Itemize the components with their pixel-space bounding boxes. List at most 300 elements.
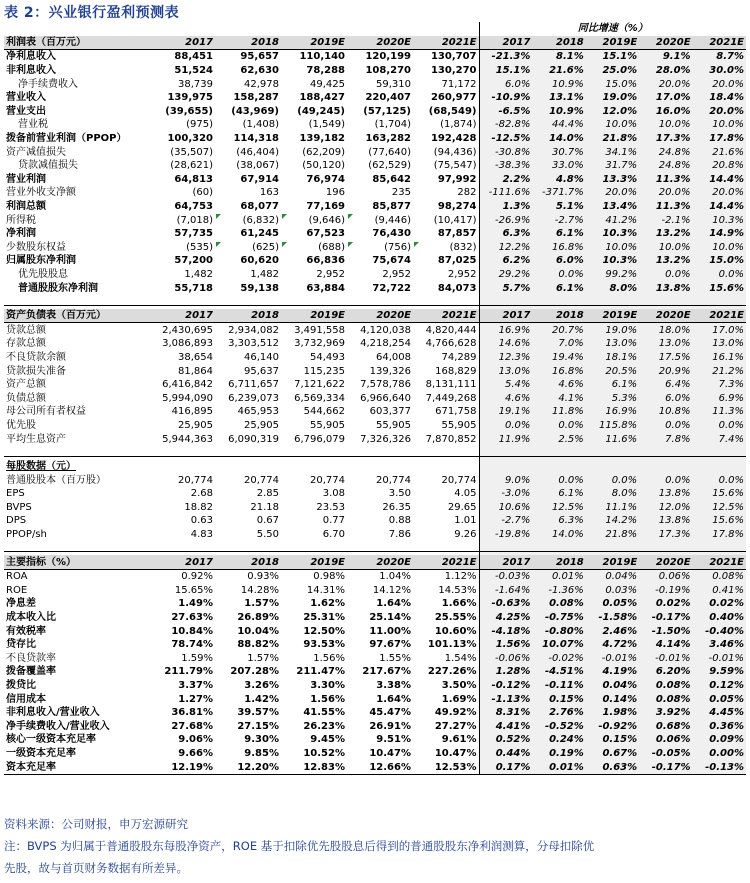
- value-cell: 3.50: [388, 488, 411, 500]
- value-cell: 120,199: [365, 51, 411, 63]
- year-header: 2019E: [281, 36, 347, 50]
- growth-cell: -3.0%: [479, 487, 532, 501]
- growth-cell: 0.02%: [693, 597, 746, 611]
- growth-cell: 10.6%: [479, 501, 532, 515]
- growth-cell: 0.0%: [693, 419, 746, 433]
- value-cell: 97.67%: [369, 639, 411, 651]
- table-row: [4, 173, 746, 187]
- row-label: DPS: [6, 515, 27, 527]
- value-cell: 9.06%: [178, 734, 213, 746]
- growth-year-header: 2021E: [693, 36, 746, 50]
- value-cell: 4.83: [190, 529, 213, 541]
- value-cell: 9.26: [454, 529, 477, 541]
- value-cell: 544,662: [303, 406, 345, 418]
- value-cell: (75,547): [433, 160, 477, 172]
- value-cell: 95,637: [244, 365, 279, 377]
- row-label: 拨备覆盖率: [6, 666, 56, 678]
- growth-cell: 16.1%: [693, 351, 746, 365]
- growth-cell: 4.45%: [693, 706, 746, 720]
- table-row: [4, 432, 746, 446]
- value-cell: 55,718: [174, 282, 213, 294]
- growth-cell: 0.09%: [693, 733, 746, 747]
- growth-cell: 14.6%: [479, 337, 532, 351]
- value-cell: 196: [325, 187, 345, 199]
- growth-cell: 17.5%: [639, 351, 692, 365]
- growth-cell: 18.1%: [586, 351, 639, 365]
- value-cell: 1.59%: [181, 652, 213, 664]
- growth-cell: 18.4%: [693, 91, 746, 105]
- value-cell: 72,722: [372, 282, 411, 294]
- growth-year-header: 2017: [479, 36, 532, 50]
- value-cell: (9,646): [281, 213, 347, 227]
- value-cell: 57,735: [174, 228, 213, 240]
- value-cell: 10.47%: [434, 747, 477, 759]
- growth-cell: 8.0%: [586, 281, 639, 295]
- growth-cell: 21.2%: [693, 364, 746, 378]
- growth-cell: 12.5%: [693, 501, 746, 515]
- value-cell: 1.69%: [441, 693, 477, 705]
- value-cell: 4,820,444: [425, 324, 477, 336]
- growth-cell: 0.06%: [639, 733, 692, 747]
- growth-cell: -21.3%: [479, 50, 532, 64]
- row-label: 营业支出: [6, 105, 46, 117]
- value-cell: 3.26%: [244, 680, 279, 692]
- growth-cell: 12.3%: [479, 351, 532, 365]
- growth-cell: 15.0%: [586, 77, 639, 91]
- growth-cell: 13.2%: [639, 254, 692, 268]
- row-label: 核心一级资本充足率: [6, 734, 96, 746]
- growth-cell: 11.3%: [693, 405, 746, 419]
- value-cell: 220,407: [365, 92, 411, 104]
- growth-cell: 1.56%: [479, 638, 532, 652]
- value-cell: 1.49%: [178, 598, 213, 610]
- growth-cell: 10.07%: [532, 638, 585, 652]
- value-cell: (77,640): [368, 146, 411, 158]
- growth-cell: -2.1%: [639, 213, 692, 227]
- growth-cell: -0.19%: [639, 584, 692, 598]
- growth-cell: 7.0%: [532, 337, 585, 351]
- table-row: [4, 351, 746, 365]
- forecast-table: [4, 22, 746, 778]
- value-cell: 163: [259, 187, 279, 199]
- growth-cell: 20.0%: [693, 186, 746, 200]
- row-label: 一级资本充足率: [6, 747, 76, 759]
- forecast-table-wrap: [4, 22, 746, 778]
- growth-cell: 0.01%: [532, 760, 585, 774]
- value-cell: 27.27%: [434, 720, 477, 732]
- row-label: 非利息收入/营业收入: [6, 707, 100, 719]
- table-row: [4, 747, 746, 761]
- value-cell: (6,832): [215, 213, 281, 227]
- growth-cell: 11.6%: [586, 432, 639, 446]
- growth-cell: -4.51%: [532, 665, 585, 679]
- growth-cell: 3.92%: [639, 706, 692, 720]
- value-cell: 97,992: [437, 173, 477, 185]
- value-cell: 26.35: [382, 501, 411, 513]
- growth-cell: 21.8%: [586, 528, 639, 542]
- growth-cell: 6.1%: [532, 281, 585, 295]
- table-row: [4, 323, 746, 337]
- value-cell: 26.89%: [237, 612, 279, 624]
- value-cell: 1.27%: [178, 693, 213, 705]
- value-cell: 93.53%: [303, 639, 345, 651]
- growth-cell: 10.9%: [532, 77, 585, 91]
- footnote-line-2: 先股，故与首页财务数据有所差异。: [4, 861, 188, 875]
- row-label: 所得税: [6, 214, 36, 226]
- growth-cell: 6.9%: [693, 391, 746, 405]
- growth-cell: 0.19%: [532, 747, 585, 761]
- growth-cell: 20.9%: [639, 364, 692, 378]
- growth-cell: 13.4%: [586, 200, 639, 214]
- value-cell: 12.50%: [303, 625, 345, 637]
- growth-cell: 20.8%: [693, 159, 746, 173]
- value-cell: 9.61%: [441, 734, 477, 746]
- value-cell: 3.38%: [376, 680, 411, 692]
- growth-cell: 2.46%: [586, 624, 639, 638]
- value-cell: 235: [391, 187, 411, 199]
- growth-cell: 0.05%: [586, 597, 639, 611]
- value-cell: 114,318: [233, 133, 279, 145]
- growth-cell: 0.0%: [639, 473, 692, 487]
- row-label: 资产减值损失: [6, 146, 66, 158]
- value-cell: 20,774: [441, 474, 477, 486]
- row-label: 优先股: [6, 419, 36, 431]
- table-row: [4, 268, 746, 282]
- value-cell: 26.23%: [303, 720, 345, 732]
- value-cell: 1.64%: [376, 693, 411, 705]
- value-cell: (756): [347, 241, 413, 255]
- growth-cell: 10.0%: [693, 241, 746, 255]
- growth-cell: 20.0%: [693, 105, 746, 119]
- growth-cell: 28.0%: [639, 64, 692, 78]
- table-row: [4, 501, 746, 515]
- growth-cell: 8.31%: [479, 706, 532, 720]
- row-label: 普通股股东净利润: [18, 282, 98, 294]
- value-cell: (688): [281, 241, 347, 255]
- row-label: 资产总额: [6, 379, 46, 391]
- value-cell: 88.82%: [237, 639, 279, 651]
- section-header-row: [4, 309, 746, 323]
- growth-cell: 20.5%: [586, 364, 639, 378]
- value-cell: 211.47%: [296, 666, 345, 678]
- value-cell: 1.66%: [441, 598, 477, 610]
- value-cell: 158,287: [233, 92, 279, 104]
- value-cell: 57,200: [174, 255, 213, 267]
- growth-cell: -0.13%: [693, 760, 746, 774]
- value-cell: 0.77: [322, 515, 345, 527]
- growth-header: 同比增速（%）: [479, 22, 746, 36]
- growth-cell: -1.13%: [479, 692, 532, 706]
- growth-cell: 5.7%: [479, 281, 532, 295]
- growth-cell: -2.7%: [479, 514, 532, 528]
- growth-cell: 41.2%: [586, 213, 639, 227]
- year-header: 2017: [149, 309, 215, 323]
- value-cell: 1.57%: [244, 598, 279, 610]
- value-cell: 63,884: [306, 282, 345, 294]
- growth-cell: 0.02%: [639, 597, 692, 611]
- growth-year-header: 2021E: [693, 555, 746, 569]
- table-row: [4, 706, 746, 720]
- row-label: 不良贷款率: [6, 652, 56, 664]
- table-row: [4, 720, 746, 734]
- growth-year-header: 2019E: [586, 36, 639, 50]
- growth-cell: 33.0%: [532, 159, 585, 173]
- value-cell: 12.19%: [171, 761, 213, 773]
- value-cell: 1.57%: [247, 652, 279, 664]
- value-cell: 1.42%: [244, 693, 279, 705]
- value-cell: 67,914: [240, 173, 279, 185]
- row-label: PPOP/sh: [6, 529, 47, 541]
- table-row: [4, 145, 746, 159]
- growth-cell: 99.2%: [586, 268, 639, 282]
- growth-cell: -19.8%: [479, 528, 532, 542]
- growth-cell: 0.03%: [586, 584, 639, 598]
- growth-cell: 10.0%: [693, 118, 746, 132]
- growth-cell: 30.7%: [532, 145, 585, 159]
- year-header: 2019E: [281, 555, 347, 569]
- value-cell: 1.12%: [444, 571, 477, 583]
- row-label: 贷款减值损失: [18, 160, 78, 172]
- growth-cell: 12.0%: [586, 105, 639, 119]
- growth-cell: -0.05%: [639, 747, 692, 761]
- growth-year-header: 2018: [532, 36, 585, 50]
- value-cell: 27.68%: [171, 720, 213, 732]
- row-label: ROE: [6, 584, 28, 596]
- growth-cell: -371.7%: [532, 186, 585, 200]
- growth-cell: 8.1%: [532, 50, 585, 64]
- value-cell: 55,905: [376, 419, 411, 431]
- growth-cell: 44.4%: [532, 118, 585, 132]
- value-cell: 74,289: [441, 351, 477, 363]
- growth-cell: -0.17%: [639, 611, 692, 625]
- growth-cell: -2.7%: [532, 213, 585, 227]
- growth-cell: 10.0%: [586, 118, 639, 132]
- growth-cell: 0.0%: [532, 419, 585, 433]
- growth-cell: 6.0%: [639, 391, 692, 405]
- value-cell: 42,978: [244, 78, 279, 90]
- growth-cell: 0.0%: [479, 419, 532, 433]
- value-cell: 25,905: [178, 419, 213, 431]
- growth-cell: 0.24%: [532, 733, 585, 747]
- growth-cell: 20.7%: [532, 323, 585, 337]
- value-cell: 71,172: [441, 78, 477, 90]
- growth-cell: 19.1%: [479, 405, 532, 419]
- value-cell: 115,235: [303, 365, 345, 377]
- growth-cell: 17.8%: [693, 528, 746, 542]
- growth-cell: 29.2%: [479, 268, 532, 282]
- growth-cell: 6.3%: [479, 227, 532, 241]
- value-cell: 87,857: [437, 228, 477, 240]
- growth-cell: 15.1%: [586, 50, 639, 64]
- growth-cell: 10.0%: [639, 241, 692, 255]
- value-cell: 14.31%: [306, 584, 345, 596]
- growth-cell: 17.3%: [639, 528, 692, 542]
- growth-cell: 6.1%: [586, 378, 639, 392]
- year-header: 2020E: [347, 309, 413, 323]
- growth-cell: -0.01%: [693, 652, 746, 666]
- value-cell: 95,657: [240, 51, 279, 63]
- value-cell: 1,482: [184, 268, 213, 280]
- row-label: 存款总额: [6, 338, 46, 350]
- value-cell: 10.84%: [171, 625, 213, 637]
- section-header: 主要指标（%）: [4, 555, 149, 569]
- growth-cell: -0.03%: [479, 569, 532, 583]
- table-row: [4, 473, 746, 487]
- growth-cell: 0.36%: [693, 720, 746, 734]
- growth-cell: 17.8%: [693, 132, 746, 146]
- growth-cell: 6.0%: [532, 254, 585, 268]
- value-cell: 139,975: [167, 92, 213, 104]
- value-cell: 4,120,038: [360, 324, 411, 336]
- value-cell: 9.45%: [310, 734, 345, 746]
- growth-cell: 11.8%: [532, 405, 585, 419]
- growth-cell: -0.52%: [532, 720, 585, 734]
- growth-cell: 6.1%: [532, 487, 585, 501]
- growth-cell: 21.6%: [693, 145, 746, 159]
- value-cell: (38,067): [236, 160, 279, 172]
- value-cell: 12.53%: [434, 761, 477, 773]
- growth-cell: 6.4%: [639, 378, 692, 392]
- value-cell: 64,813: [174, 173, 213, 185]
- growth-cell: -10.9%: [479, 91, 532, 105]
- growth-cell: 4.14%: [639, 638, 692, 652]
- growth-cell: 4.6%: [479, 391, 532, 405]
- section-header-row: [4, 36, 746, 50]
- value-cell: 0.93%: [247, 571, 279, 583]
- growth-cell: 15.6%: [693, 514, 746, 528]
- value-cell: 3.50%: [441, 680, 477, 692]
- table-row: [4, 132, 746, 146]
- value-cell: 101.13%: [427, 639, 477, 651]
- value-cell: 1,482: [250, 268, 279, 280]
- growth-cell: 18.0%: [639, 323, 692, 337]
- value-cell: 21.18: [250, 501, 279, 513]
- value-cell: 0.92%: [181, 571, 213, 583]
- value-cell: 64,008: [376, 351, 411, 363]
- growth-cell: 20.0%: [639, 77, 692, 91]
- value-cell: 1.55%: [379, 652, 411, 664]
- year-header: 2020E: [347, 36, 413, 50]
- value-cell: 3.37%: [178, 680, 213, 692]
- value-cell: 84,073: [437, 282, 477, 294]
- row-label: 不良贷款余额: [6, 351, 66, 363]
- table-row: [4, 77, 746, 91]
- value-cell: 130,270: [430, 65, 477, 77]
- growth-cell: 0.14%: [586, 692, 639, 706]
- growth-cell: 10.0%: [586, 241, 639, 255]
- value-cell: 76,974: [306, 173, 345, 185]
- value-cell: 25.14%: [369, 612, 411, 624]
- value-cell: 27.15%: [237, 720, 279, 732]
- growth-cell: 0.08%: [639, 692, 692, 706]
- value-cell: (7,018): [176, 214, 213, 226]
- value-cell: 5.50: [256, 529, 279, 541]
- row-label: 贷款总额: [6, 324, 46, 336]
- row-label: 信用成本: [6, 693, 46, 705]
- value-cell: 2,934,082: [228, 324, 279, 336]
- value-cell: 603,377: [369, 406, 411, 418]
- table-row: [4, 514, 746, 528]
- value-cell: 67,523: [306, 228, 345, 240]
- growth-cell: -0.17%: [639, 760, 692, 774]
- growth-cell: 4.25%: [479, 611, 532, 625]
- year-header: 2021E: [413, 36, 479, 50]
- row-label: BVPS: [6, 501, 32, 513]
- growth-cell: -1.50%: [639, 624, 692, 638]
- growth-cell: 11.3%: [639, 173, 692, 187]
- growth-cell: -82.8%: [479, 118, 532, 132]
- value-cell: 41.55%: [303, 707, 345, 719]
- value-cell: (1,704): [374, 119, 411, 131]
- year-header: 2017: [149, 36, 215, 50]
- row-label: 优先股股息: [18, 268, 68, 280]
- table-row: [4, 692, 746, 706]
- value-cell: 139,326: [369, 365, 411, 377]
- growth-cell: 10.3%: [586, 227, 639, 241]
- growth-cell: 0.01%: [532, 569, 585, 583]
- growth-cell: 9.1%: [639, 50, 692, 64]
- value-cell: 9.51%: [376, 734, 411, 746]
- growth-cell: -0.75%: [532, 611, 585, 625]
- growth-cell: 13.2%: [639, 227, 692, 241]
- value-cell: 76,430: [372, 228, 411, 240]
- value-cell: 9.85%: [244, 747, 279, 759]
- growth-cell: 4.6%: [532, 378, 585, 392]
- value-cell: 207.28%: [230, 666, 279, 678]
- growth-cell: -4.18%: [479, 624, 532, 638]
- value-cell: (68,549): [428, 105, 477, 117]
- row-label: 利润总额: [6, 201, 46, 213]
- table-row: [4, 638, 746, 652]
- value-cell: 98,274: [437, 201, 477, 213]
- value-cell: 85,642: [372, 173, 411, 185]
- value-cell: 59,138: [240, 282, 279, 294]
- value-cell: 192,428: [430, 133, 477, 145]
- value-cell: 671,758: [435, 406, 477, 418]
- row-label: EPS: [6, 488, 25, 500]
- table-row: [4, 64, 746, 78]
- growth-cell: 15.1%: [479, 64, 532, 78]
- value-cell: 163,282: [365, 133, 411, 145]
- value-cell: 45.47%: [369, 707, 411, 719]
- growth-cell: 13.0%: [639, 337, 692, 351]
- value-cell: 51,524: [174, 65, 213, 77]
- year-header: 2018: [215, 36, 281, 50]
- growth-cell: -0.12%: [479, 679, 532, 693]
- value-cell: 49,425: [310, 78, 345, 90]
- table-row: [4, 487, 746, 501]
- growth-cell: 5.4%: [479, 378, 532, 392]
- value-cell: 3,491,558: [294, 324, 345, 336]
- value-cell: 54,493: [310, 351, 345, 363]
- value-cell: 1.64%: [376, 598, 411, 610]
- growth-cell: 16.9%: [479, 323, 532, 337]
- growth-cell: 16.8%: [532, 364, 585, 378]
- year-header: 2018: [215, 309, 281, 323]
- growth-year-header: 2018: [532, 555, 585, 569]
- growth-cell: -38.3%: [479, 159, 532, 173]
- value-cell: (975): [186, 119, 213, 131]
- growth-cell: 12.2%: [479, 241, 532, 255]
- section-header: 每股数据（元）: [6, 461, 76, 473]
- growth-cell: 10.8%: [639, 405, 692, 419]
- value-cell: 6,796,079: [294, 433, 345, 445]
- value-cell: 38,654: [178, 351, 213, 363]
- growth-cell: 0.0%: [693, 268, 746, 282]
- growth-cell: 0.15%: [532, 692, 585, 706]
- row-label: 资本充足率: [6, 761, 56, 773]
- value-cell: 7.86: [388, 529, 411, 541]
